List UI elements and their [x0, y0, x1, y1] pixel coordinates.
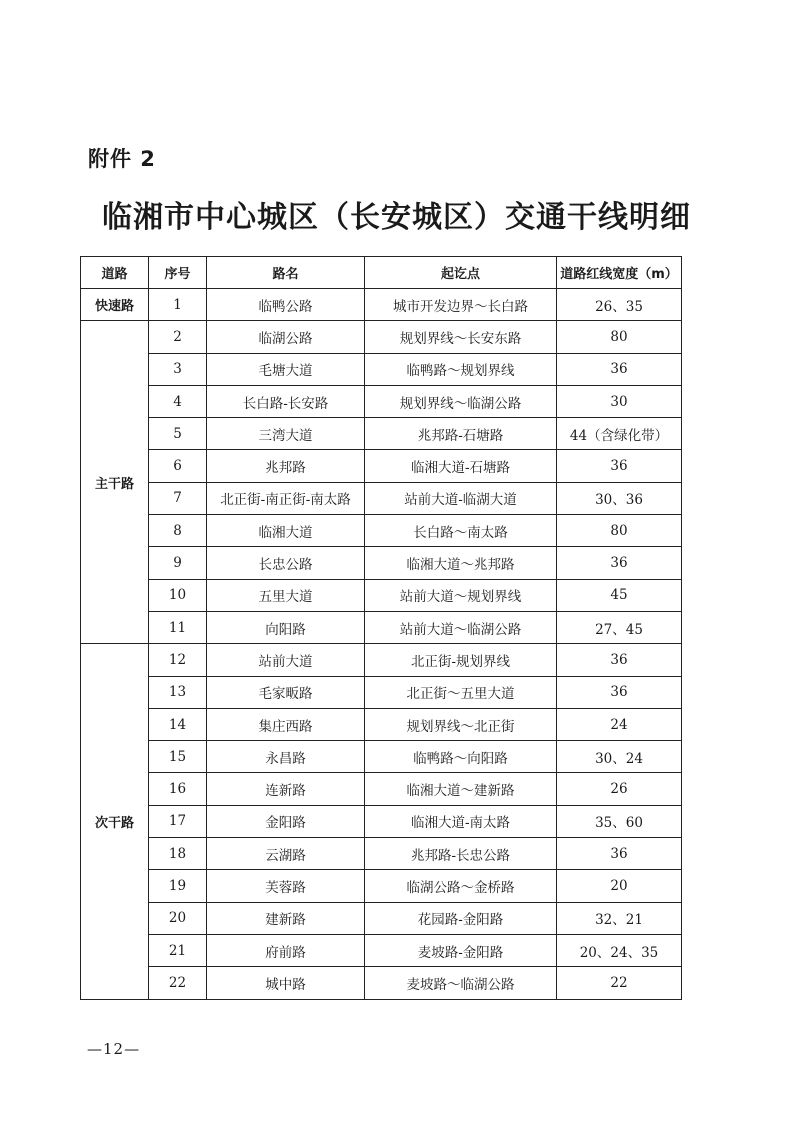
table-row: [81, 870, 682, 902]
table-row: [81, 547, 682, 579]
start-end-cell: 站前大道～规划界线: [365, 579, 557, 611]
serial-no-cell: 19: [149, 870, 207, 902]
serial-no-cell: 9: [149, 547, 207, 579]
table-row: [81, 611, 682, 643]
serial-no-cell: 17: [149, 805, 207, 837]
serial-no-cell: 10: [149, 579, 207, 611]
table-row: [81, 579, 682, 611]
red-line-width-cell: 26: [557, 773, 682, 805]
red-line-width-cell: 20、24、35: [557, 934, 682, 966]
arterial-roads-table: [80, 256, 682, 1000]
serial-no-cell: 22: [149, 967, 207, 999]
red-line-width-cell: 36: [557, 644, 682, 676]
start-end-cell: 站前大道～临湖公路: [365, 611, 557, 643]
serial-no-cell: 4: [149, 385, 207, 417]
table-row: [81, 805, 682, 837]
serial-no-cell: 3: [149, 353, 207, 385]
red-line-width-cell: 22: [557, 967, 682, 999]
serial-no-cell: 6: [149, 450, 207, 482]
serial-no-cell: 21: [149, 934, 207, 966]
red-line-width-cell: 36: [557, 450, 682, 482]
road-name-cell: 集庄西路: [207, 708, 365, 740]
start-end-cell: 临鸭路～向阳路: [365, 741, 557, 773]
start-end-cell: 花园路-金阳路: [365, 902, 557, 934]
table-row: [81, 741, 682, 773]
table-header-row: [81, 257, 682, 289]
road-name-cell: 五里大道: [207, 579, 365, 611]
road-class-cell: 快速路: [81, 289, 149, 321]
serial-no-cell: 20: [149, 902, 207, 934]
start-end-cell: 临湘大道～兆邦路: [365, 547, 557, 579]
page-number: —12—: [87, 1040, 141, 1058]
start-end-cell: 麦坡路-金阳路: [365, 934, 557, 966]
road-name-cell: 向阳路: [207, 611, 365, 643]
serial-no-cell: 8: [149, 515, 207, 547]
start-end-cell: 临湖公路～金桥路: [365, 870, 557, 902]
table-row: [81, 418, 682, 450]
serial-no-cell: 16: [149, 773, 207, 805]
start-end-cell: 北正街～五里大道: [365, 676, 557, 708]
road-name-cell: 长白路-长安路: [207, 385, 365, 417]
road-name-cell: 连新路: [207, 773, 365, 805]
road-class-cell: 主干路: [81, 321, 149, 644]
road-name-cell: 城中路: [207, 967, 365, 999]
header-serial-no: 序号: [149, 257, 207, 289]
serial-no-cell: 7: [149, 482, 207, 514]
red-line-width-cell: 30、24: [557, 741, 682, 773]
red-line-width-cell: 24: [557, 708, 682, 740]
start-end-cell: 规划界线～北正街: [365, 708, 557, 740]
red-line-width-cell: 35、60: [557, 805, 682, 837]
red-line-width-cell: 44（含绿化带）: [557, 418, 682, 450]
start-end-cell: 规划界线～临湖公路: [365, 385, 557, 417]
table-row: [81, 353, 682, 385]
red-line-width-cell: 26、35: [557, 289, 682, 321]
road-name-cell: 金阳路: [207, 805, 365, 837]
red-line-width-cell: 36: [557, 838, 682, 870]
serial-no-cell: 11: [149, 611, 207, 643]
table-row: [81, 289, 682, 321]
red-line-width-cell: 36: [557, 676, 682, 708]
table-row: [81, 450, 682, 482]
road-name-cell: 毛家畈路: [207, 676, 365, 708]
start-end-cell: 临湘大道-石塘路: [365, 450, 557, 482]
road-name-cell: 站前大道: [207, 644, 365, 676]
red-line-width-cell: 36: [557, 547, 682, 579]
serial-no-cell: 13: [149, 676, 207, 708]
road-name-cell: 临湖公路: [207, 321, 365, 353]
start-end-cell: 临湘大道～建新路: [365, 773, 557, 805]
table-row: [81, 902, 682, 934]
serial-no-cell: 15: [149, 741, 207, 773]
red-line-width-cell: 27、45: [557, 611, 682, 643]
header-start-end: 起讫点: [365, 257, 557, 289]
road-name-cell: 临湘大道: [207, 515, 365, 547]
start-end-cell: 北正街-规划界线: [365, 644, 557, 676]
road-name-cell: 北正街-南正街-南太路: [207, 482, 365, 514]
start-end-cell: 麦坡路～临湖公路: [365, 967, 557, 999]
road-name-cell: 临鸭公路: [207, 289, 365, 321]
red-line-width-cell: 36: [557, 353, 682, 385]
serial-no-cell: 5: [149, 418, 207, 450]
red-line-width-cell: 80: [557, 515, 682, 547]
serial-no-cell: 18: [149, 838, 207, 870]
table-row: [81, 838, 682, 870]
red-line-width-cell: 45: [557, 579, 682, 611]
table-row: [81, 934, 682, 966]
road-name-cell: 芙蓉路: [207, 870, 365, 902]
document-title: 临湘市中心城区（长安城区）交通干线明细: [102, 200, 691, 235]
red-line-width-cell: 32、21: [557, 902, 682, 934]
header-road-class: 道路: [81, 257, 149, 289]
start-end-cell: 长白路～南太路: [365, 515, 557, 547]
table-row: [81, 515, 682, 547]
start-end-cell: 站前大道-临湖大道: [365, 482, 557, 514]
table-row: [81, 321, 682, 353]
start-end-cell: 城市开发边界～长白路: [365, 289, 557, 321]
serial-no-cell: 14: [149, 708, 207, 740]
road-name-cell: 建新路: [207, 902, 365, 934]
start-end-cell: 规划界线～长安东路: [365, 321, 557, 353]
road-name-cell: 三湾大道: [207, 418, 365, 450]
road-name-cell: 毛塘大道: [207, 353, 365, 385]
serial-no-cell: 2: [149, 321, 207, 353]
header-red-line-width: 道路红线宽度（m）: [557, 257, 682, 289]
table-row: [81, 676, 682, 708]
red-line-width-cell: 20: [557, 870, 682, 902]
road-class-cell: 次干路: [81, 644, 149, 999]
road-name-cell: 永昌路: [207, 741, 365, 773]
red-line-width-cell: 80: [557, 321, 682, 353]
road-name-cell: 兆邦路: [207, 450, 365, 482]
table-row: [81, 482, 682, 514]
table-row: [81, 385, 682, 417]
table-row: [81, 773, 682, 805]
road-name-cell: 云湖路: [207, 838, 365, 870]
header-road-name: 路名: [207, 257, 365, 289]
serial-no-cell: 1: [149, 289, 207, 321]
start-end-cell: 临鸭路～规划界线: [365, 353, 557, 385]
table-row: [81, 644, 682, 676]
start-end-cell: 兆邦路-长忠公路: [365, 838, 557, 870]
attachment-label: 附件 2: [88, 147, 156, 171]
table-row: [81, 967, 682, 999]
start-end-cell: 兆邦路-石塘路: [365, 418, 557, 450]
table-row: [81, 708, 682, 740]
red-line-width-cell: 30、36: [557, 482, 682, 514]
road-name-cell: 府前路: [207, 934, 365, 966]
start-end-cell: 临湘大道-南太路: [365, 805, 557, 837]
serial-no-cell: 12: [149, 644, 207, 676]
table-body: [81, 289, 682, 1000]
red-line-width-cell: 30: [557, 385, 682, 417]
road-name-cell: 长忠公路: [207, 547, 365, 579]
